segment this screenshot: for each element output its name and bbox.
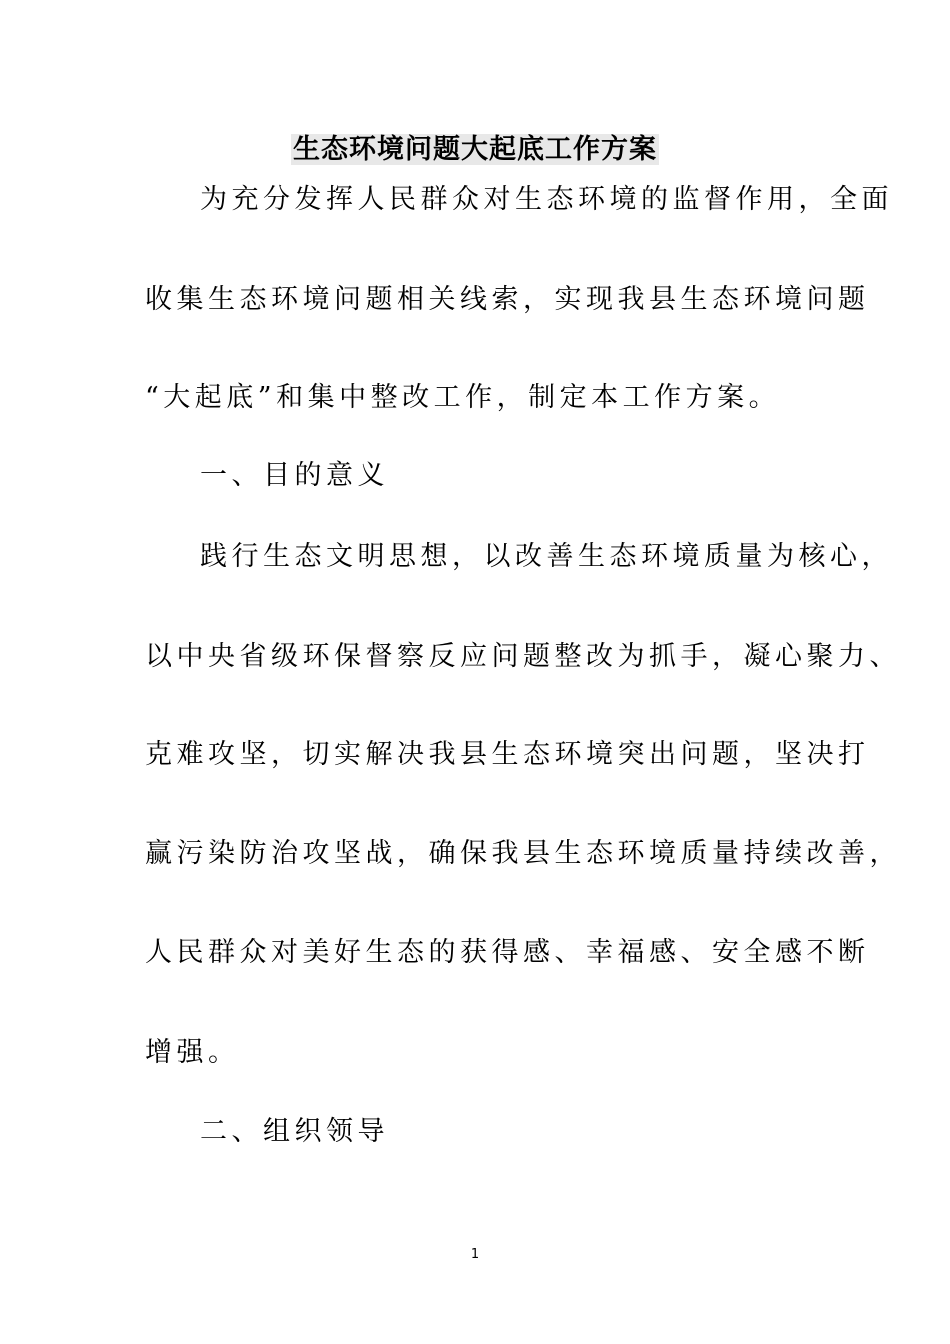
document-title-text: 生态环境问题大起底工作方案: [293, 134, 657, 165]
section-heading: 一、目的意义: [200, 460, 389, 491]
page-number: 1: [470, 1247, 480, 1262]
paragraph-line: “大起底”和集中整改工作，制定本工作方案。: [145, 382, 781, 413]
paragraph-line: 赢污染防治攻坚战，确保我县生态环境质量持续改善，: [145, 838, 901, 869]
paragraph-line: 人民群众对美好生态的获得感、幸福感、安全感不断: [145, 937, 870, 968]
document-title: [0, 130, 950, 170]
paragraph-line: 收集生态环境问题相关线索，实现我县生态环境问题: [145, 284, 870, 315]
paragraph-line: 克难攻坚，切实解决我县生态环境突出问题，坚决打: [145, 739, 870, 770]
paragraph-line: 增强。: [145, 1037, 240, 1068]
paragraph-line: 为充分发挥人民群众对生态环境的监督作用，全面: [200, 184, 893, 215]
paragraph-line: 以中央省级环保督察反应问题整改为抓手，凝心聚力、: [145, 641, 901, 672]
section-heading: 二、组织领导: [200, 1116, 389, 1147]
paragraph-line: 践行生态文明思想，以改善生态环境质量为核心，: [200, 541, 893, 572]
